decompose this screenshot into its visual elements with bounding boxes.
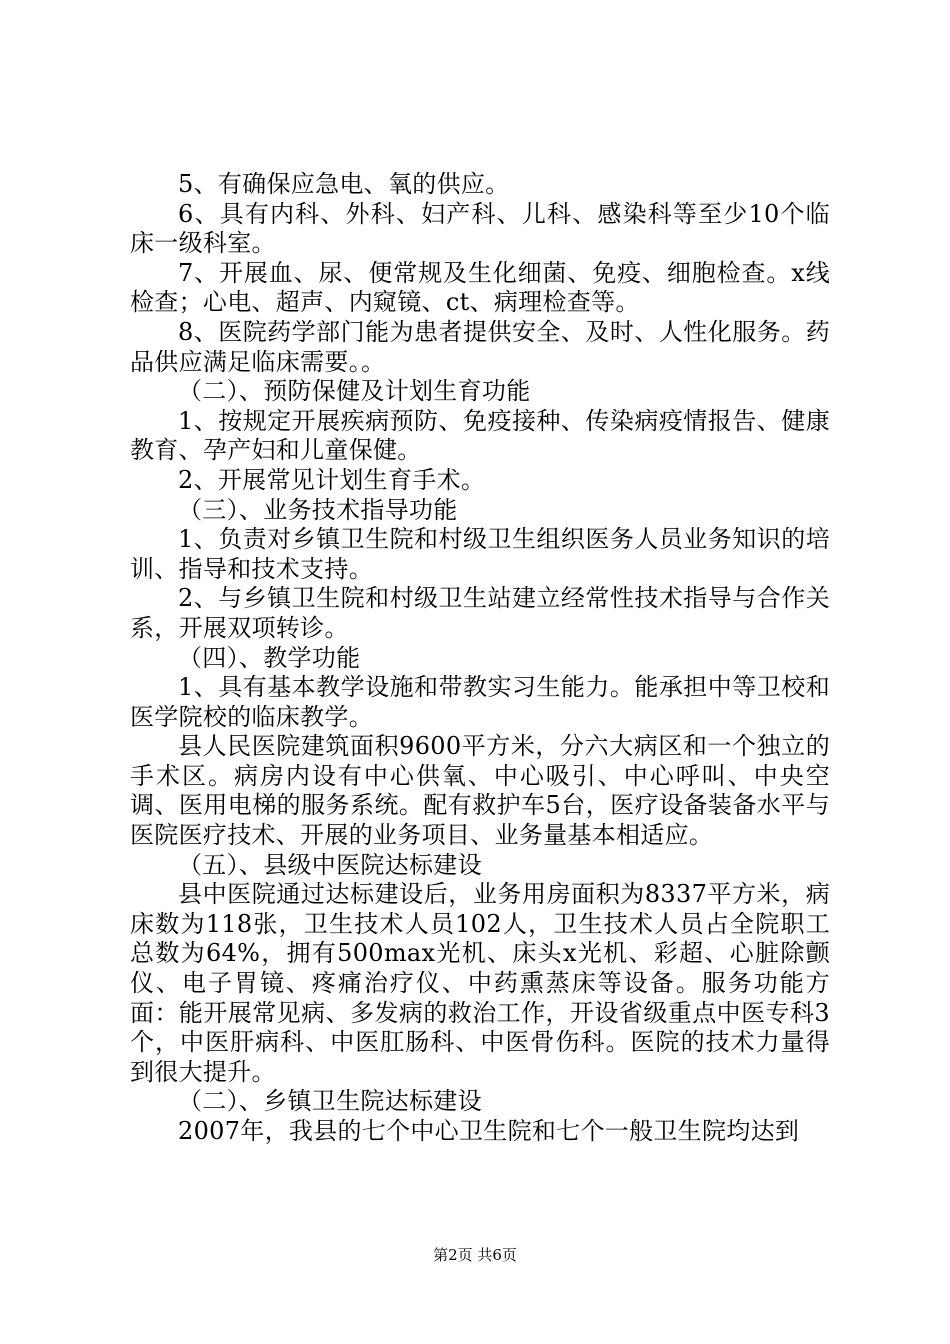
section-heading-township: （二）、乡镇卫生院达标建设 [178, 1087, 482, 1116]
paragraph-item-5: 5、有确保应急电、氧的供应。 [178, 170, 510, 198]
document-body [130, 170, 830, 1147]
paragraph-item-8: 8、医院药学部门能为患者提供安全、及时、人性化服务。药品供应满足临床需要。。 [130, 317, 830, 376]
paragraph-tcm-hospital: 县中医院通过达标建设后，业务用房面积为8337平方米，病床数为118张，卫生技术人员102人，卫生技术人员占全院职工总数为64%，拥有500max光机、床头x光机、彩超、心脏除颤仪、电子胃镜、疼痛治疗仪、中药熏蒸床等设备。服务功能方面：能开展常见病、多发病的救治工作，开设省级重点中医专科3个，中医肝病科、中医肛肠科、中医骨伤科。医院的技术力量得到很大提升。 [130, 880, 830, 1086]
page-number-footer: 第2页 共6页 [433, 1246, 517, 1264]
section-heading-prevention: （二）、预防保健及计划生育功能 [178, 377, 531, 406]
section-heading-tcm-hospital: （五）、县级中医院达标建设 [178, 850, 482, 879]
paragraph-prevention-2: 2、开展常见计划生育手术。 [178, 465, 486, 494]
paragraph-county-hospital: 县人民医院建筑面积9600平方米，分六大病区和一个独立的手术区。病房内设有中心供氧、中心吸引、中心呼叫、中央空调、医用电梯的服务系统。配有救护车5台，医疗设备装备水平与医院医疗技术、开展的业务项目、业务量基本相适应。 [130, 732, 830, 850]
paragraph-guidance-1: 1、负责对乡镇卫生院和村级卫生组织医务人员业务知识的培训、指导和技术支持。 [130, 525, 830, 583]
paragraph-item-6: 6、具有内科、外科、妇产科、儿科、感染科等至少10个临床一级科室。 [130, 199, 830, 258]
section-heading-teaching: （四）、教学功能 [178, 643, 361, 672]
paragraph-item-7: 7、开展血、尿、便常规及生化细菌、免疫、细胞检查。x线检查；心电、超声、内窥镜、ct、病理检查等。 [130, 258, 830, 317]
paragraph-prevention-1: 1、按规定开展疾病预防、免疫接种、传染病疫情报告、健康教育、孕产妇和儿童保健。 [130, 406, 830, 465]
section-heading-guidance: （三）、业务技术指导功能 [178, 495, 458, 524]
paragraph-township: 2007年，我县的七个中心卫生院和七个一般卫生院均达到 [178, 1117, 800, 1145]
paragraph-guidance-2: 2、与乡镇卫生院和村级卫生站建立经常性技术指导与合作关系，开展双项转诊。 [130, 584, 830, 642]
paragraph-teaching-1: 1、具有基本教学设施和带教实习生能力。能承担中等卫校和医学院校的临床教学。 [130, 673, 830, 731]
